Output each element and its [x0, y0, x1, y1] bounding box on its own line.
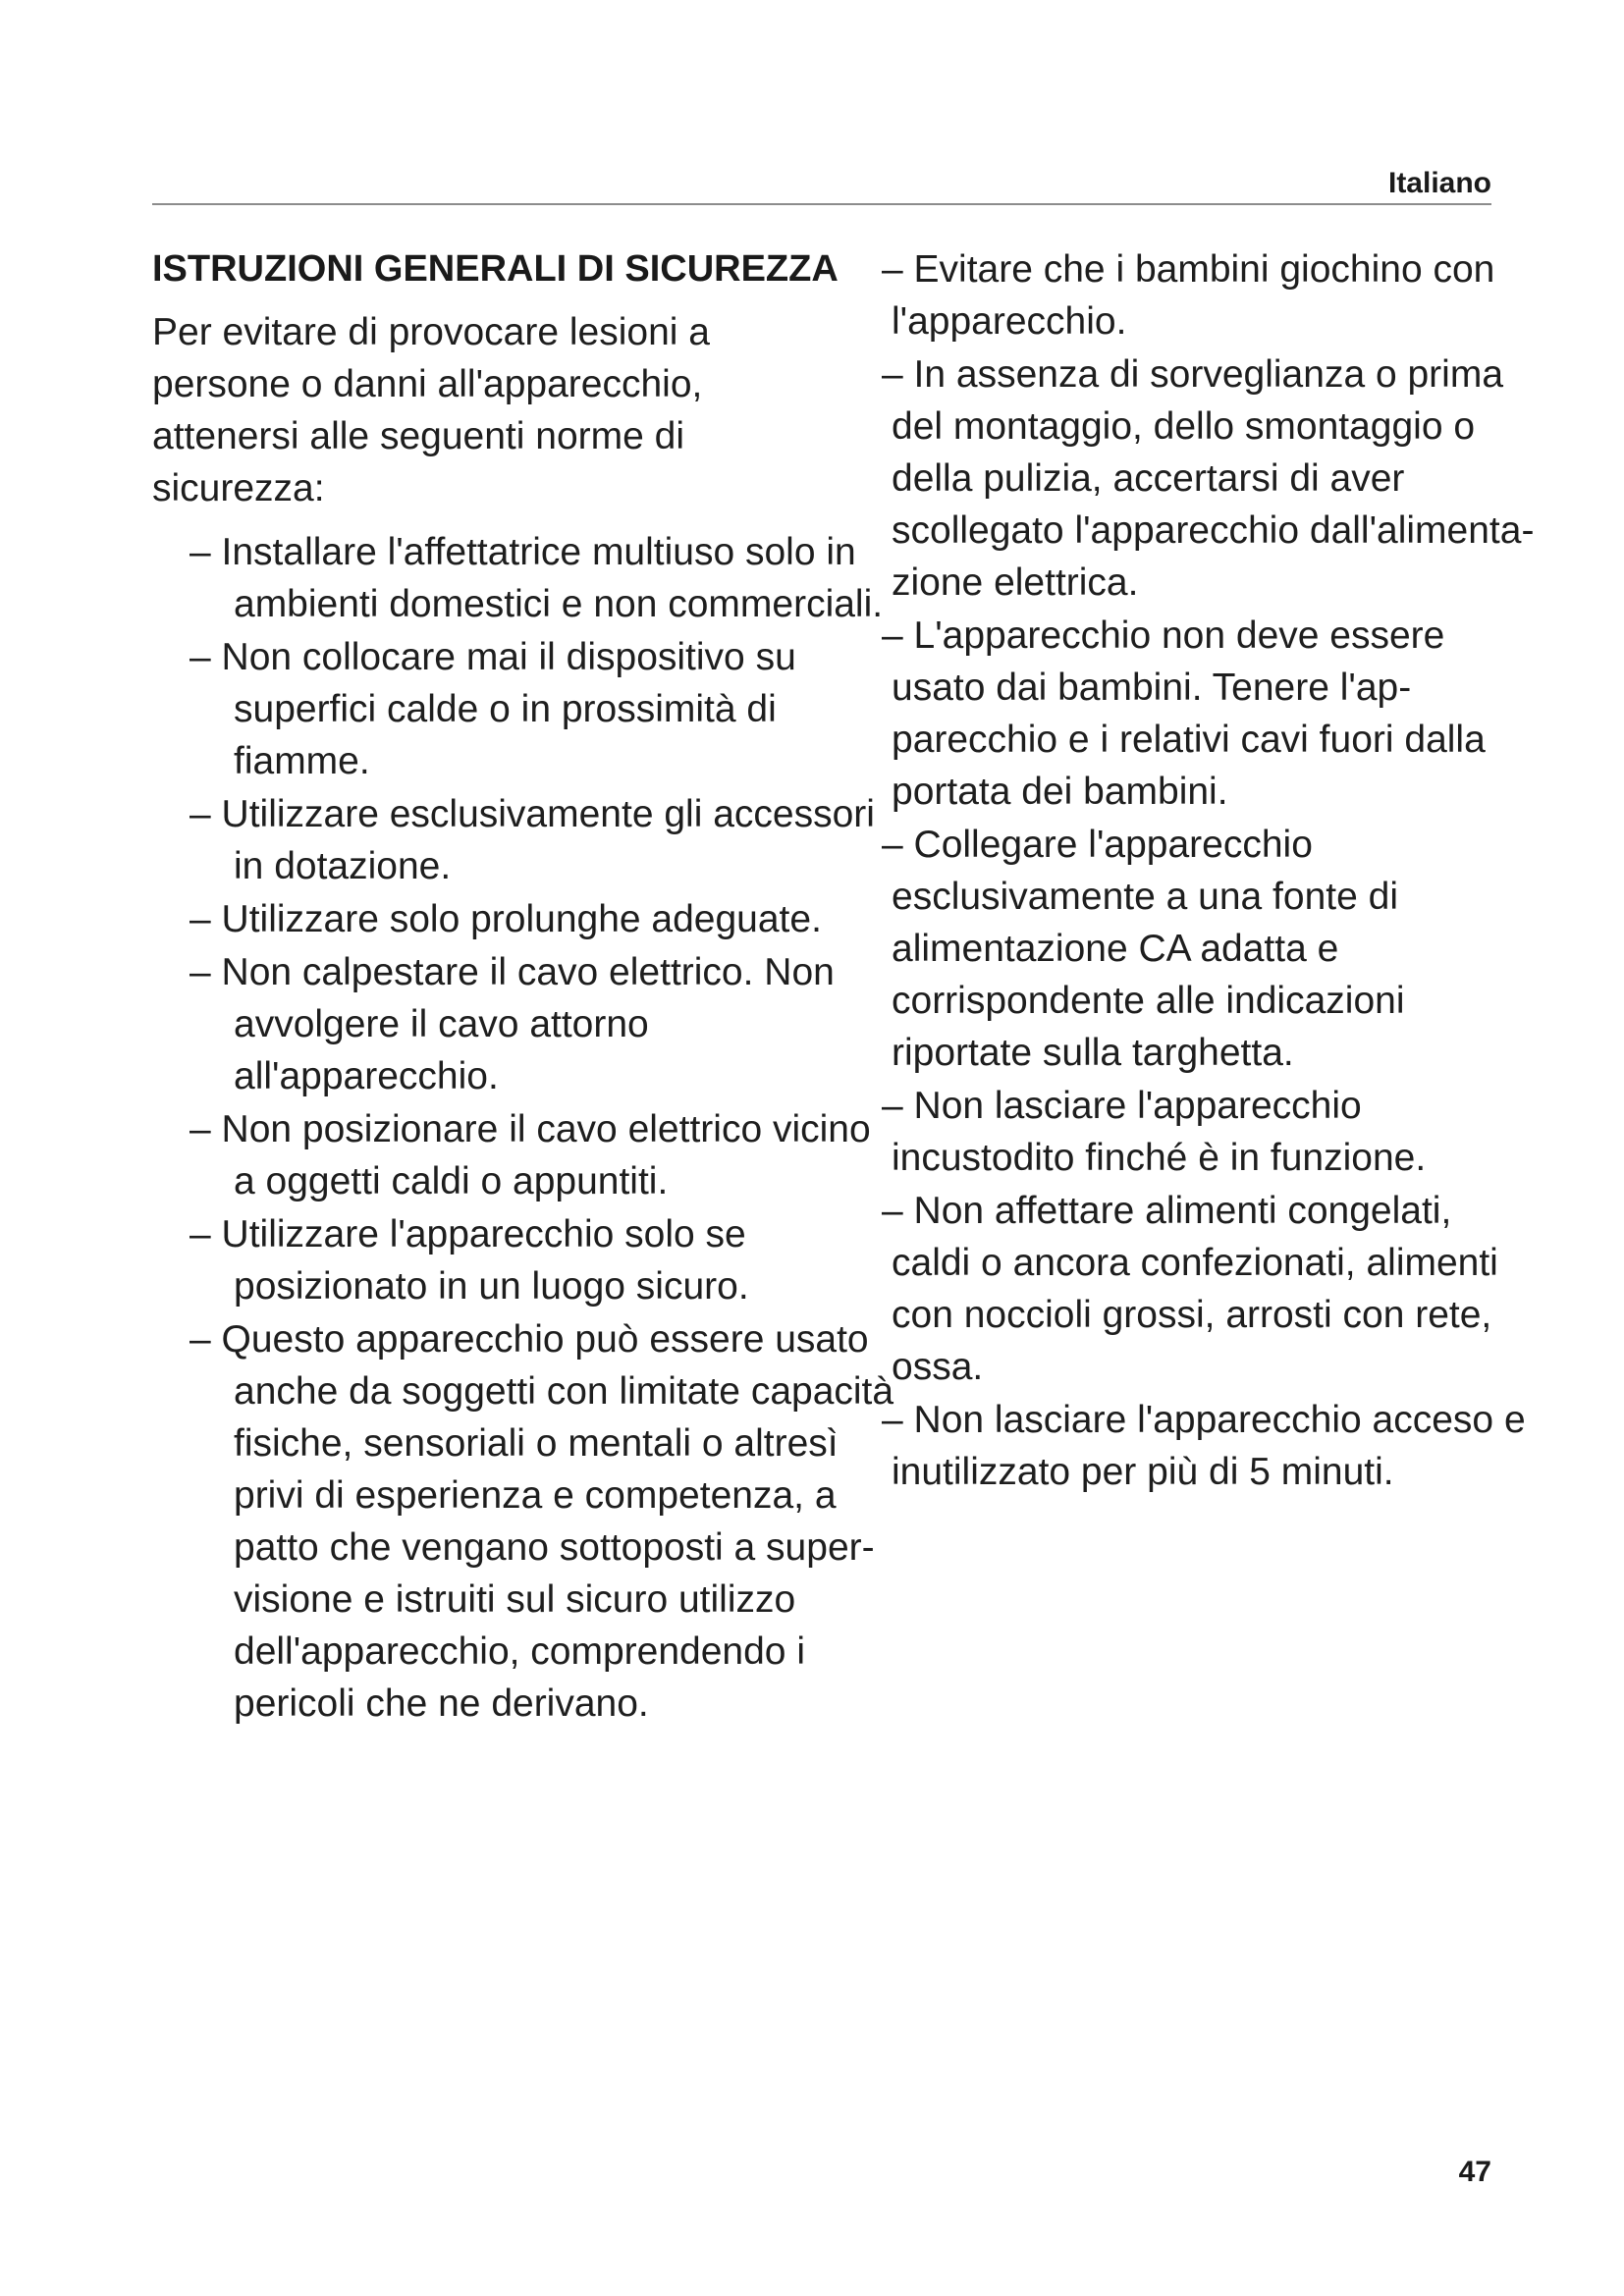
safety-item: – L'apparecchio non deve essere usato dai bambini. Tenere l'apparecchio e i relativi cavi fuori dalla portata dei bambini. [882, 614, 1486, 813]
header-language-label: Italiano [1387, 167, 1491, 199]
safety-item: – Collegare l'apparecchio esclusivamente a una fonte di alimentazione CA adatta e corrispondente alle indicazioni riportate sulla targhetta. [882, 824, 1405, 1074]
safety-item: – Non posizionare il cavo elettrico vicino a oggetti caldi o appuntiti. [189, 1108, 871, 1202]
safety-item: – Non calpestare il cavo elettrico. Non avvolgere il cavo attorno all'apparecchio. [189, 951, 835, 1097]
header-divider [152, 203, 1491, 205]
section-title: ISTRUZIONI GENERALI DI SICUREZZA [152, 248, 839, 290]
safety-item: – Installare l'affettatrice multiuso solo in ambienti domestici e non commerciali. [189, 531, 884, 625]
safety-item: – Evitare che i bambini giochino con l'apparecchio. [882, 248, 1495, 343]
page-number: 47 [1458, 2156, 1491, 2188]
left-column [152, 243, 894, 1731]
safety-item: – Questo apparecchio può essere usato anche da soggetti con limitate capacità fisiche, sensoriali o mentali o altresì privi di esperienza e competenza, a patto che vengano sottoposti a supervisione e istruiti sul sicuro utilizzo dell'apparecchio, comprendendo i pericoli che ne derivano. [189, 1318, 894, 1725]
right-column [882, 243, 1549, 1499]
intro-paragraph: Per evitare di provocare lesioni a persone o danni all'apparecchio, attenersi alle seguenti norme di sicurezza: [152, 311, 710, 509]
safety-item: – Non lasciare l'apparecchio incustodito finché è in funzione. [882, 1085, 1427, 1179]
safety-item: – Utilizzare solo prolunghe adeguate. [189, 898, 822, 940]
safety-item: – Utilizzare esclusivamente gli accessori in dotazione. [189, 793, 875, 887]
safety-item: – In assenza di sorveglianza o prima del montaggio, dello smontaggio o della pulizia, accertarsi di aver scollegato l'apparecchio dall'alimentazione elettrica. [882, 353, 1535, 604]
safety-item: – Non lasciare l'apparecchio acceso e inutilizzato per più di 5 minuti. [882, 1399, 1526, 1493]
left-safety-list [152, 526, 894, 1730]
safety-item: – Utilizzare l'apparecchio solo se posizionato in un luogo sicuro. [189, 1213, 749, 1308]
safety-item: – Non collocare mai il dispositivo su superfici calde o in prossimità di fiamme. [189, 636, 796, 782]
safety-item: – Non affettare alimenti congelati, caldi o ancora confezionati, alimenti con noccioli grossi, arrosti con rete, ossa. [882, 1190, 1498, 1388]
right-safety-list [882, 243, 1549, 1498]
